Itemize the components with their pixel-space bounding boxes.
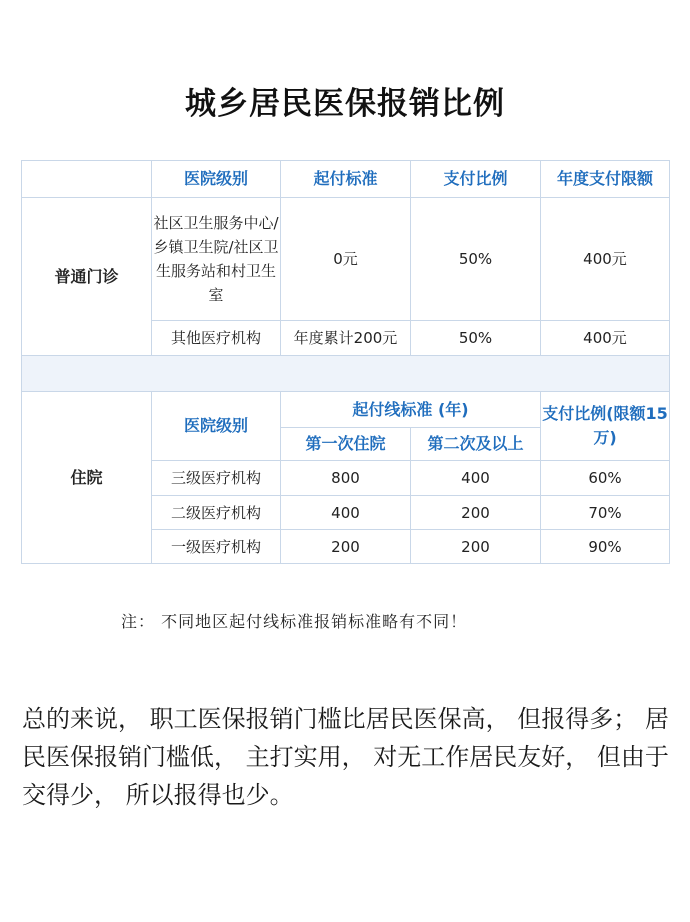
reimbursement-table	[21, 160, 670, 564]
header-payment-ratio-limit: 支付比例(限额15万)	[541, 392, 670, 461]
cell-payment-ratio: 50%	[411, 321, 541, 356]
cell-payment-ratio: 50%	[411, 198, 541, 321]
header-first-stay: 第一次住院	[281, 428, 411, 461]
summary-paragraph: 总的来说， 职工医保报销门槛比居民医保高， 但报得多； 居民医保报销门槛低， 主打实用， 对无工作居民友好， 但由于交得少， 所以报得也少。	[22, 705, 669, 809]
cell-payment-ratio: 60%	[541, 461, 670, 496]
outpatient-header-row	[22, 161, 670, 198]
cell-second-stay: 200	[411, 496, 541, 530]
outpatient-label: 普通门诊	[22, 198, 152, 356]
cell-second-stay: 400	[411, 461, 541, 496]
cell-hospital-level: 一级医疗机构	[152, 530, 281, 564]
cell-first-stay: 800	[281, 461, 411, 496]
cell-hospital-level: 其他医疗机构	[152, 321, 281, 356]
cell-first-stay: 400	[281, 496, 411, 530]
cell-payment-ratio: 70%	[541, 496, 670, 530]
header-second-stay: 第二次及以上	[411, 428, 541, 461]
page-title: 城乡居民医保报销比例	[185, 86, 505, 122]
cell-hospital-level: 社区卫生服务中心/乡镇卫生院/社区卫生服务站和村卫生室	[152, 198, 281, 321]
cell-first-stay: 200	[281, 530, 411, 564]
inpatient-header-row	[22, 392, 670, 428]
cell-payment-ratio: 90%	[541, 530, 670, 564]
section-divider	[22, 356, 670, 392]
header-hospital-level: 医院级别	[152, 392, 281, 461]
cell-annual-limit: 400元	[541, 198, 670, 321]
header-annual-limit: 年度支付限额	[541, 161, 670, 198]
footnote: 注： 不同地区起付线标准报销标准略有不同！	[121, 612, 468, 631]
cell-second-stay: 200	[411, 530, 541, 564]
inpatient-label: 住院	[22, 392, 152, 564]
cell-deductible: 年度累计200元	[281, 321, 411, 356]
table-row	[22, 198, 670, 321]
header-hospital-level: 医院级别	[152, 161, 281, 198]
cell-hospital-level: 三级医疗机构	[152, 461, 281, 496]
cell-deductible: 0元	[281, 198, 411, 321]
header-deductible: 起付标准	[281, 161, 411, 198]
header-payment-ratio: 支付比例	[411, 161, 541, 198]
cell-hospital-level: 二级医疗机构	[152, 496, 281, 530]
cell-annual-limit: 400元	[541, 321, 670, 356]
header-threshold: 起付线标准 (年)	[281, 392, 541, 428]
